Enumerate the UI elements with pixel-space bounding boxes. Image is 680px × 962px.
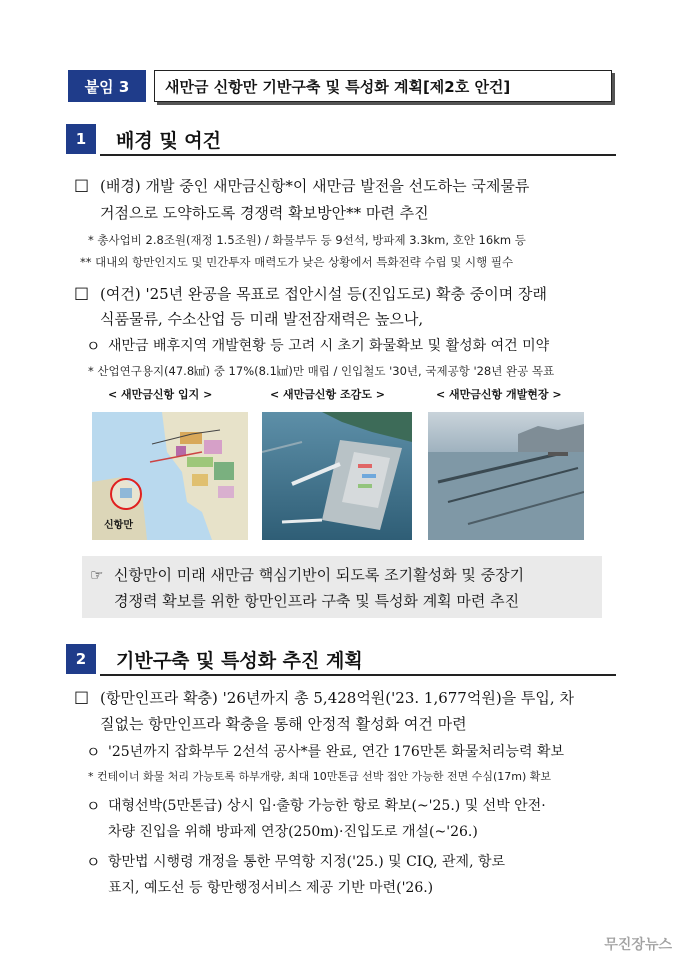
paragraph-line: 차량 진입을 위해 방파제 연장(250m)·진입도로 개설(~'26.) [108, 824, 478, 840]
paragraph-line: 거점으로 도약하도록 경쟁력 확보방안** 마련 추진 [100, 204, 429, 222]
paragraph-line: 항만법 시행령 개정을 통한 무역항 지정('25.) 및 CIQ, 관제, 항로 [108, 854, 506, 870]
callout-line: 신항만이 미래 새만금 핵심기반이 되도록 조기활성화 및 중장기 [114, 566, 525, 584]
paragraph-line: 표지, 예도선 등 항만행정서비스 제공 기반 마련('26.) [108, 880, 434, 896]
section-divider [100, 154, 616, 156]
paragraph-line: (항만인프라 확충) '26년까지 총 5,428억원('23. 1,677억원)을 투입, 차 [100, 689, 574, 707]
map-label: 신항만 [104, 520, 133, 531]
paragraph-line: 새만금 배후지역 개발현황 등 고려 시 초기 화물확보 및 활성화 여건 미약 [108, 338, 550, 354]
image-caption: < 새만금신항 개발현장 > [436, 388, 562, 401]
paragraph-line: (배경) 개발 중인 새만금신항*이 새만금 발전을 선도하는 국제물류 [100, 177, 530, 195]
callout-line: 경쟁력 확보를 위한 항만인프라 구축 및 특성화 계획 마련 추진 [114, 592, 520, 610]
image-caption: < 새만금신항 조감도 > [270, 388, 385, 401]
checkbox-bullet: □ [74, 687, 90, 706]
paragraph-line: '25년까지 잡화부두 2선석 공사*를 완료, 연간 176만톤 화물처리능력 확보 [108, 744, 564, 760]
checkbox-bullet: □ [74, 283, 90, 302]
paragraph-line: 질없는 항만인프라 확충을 통해 안정적 활성화 여건 마련 [100, 715, 467, 733]
footnote: * 총사업비 2.8조원(재정 1.5조원) / 화물부두 등 9선석, 방파제 3.3km, 호안 16km 등 [88, 233, 526, 247]
document-title: 새만금 신항만 기반구축 및 특성화 계획[제2호 안건] [154, 70, 612, 102]
circle-bullet: ㅇ [86, 337, 101, 355]
news-watermark: 무진장뉴스 [604, 937, 672, 953]
section-number: 2 [66, 644, 96, 674]
footnote: * 컨테이너 화물 처리 가능토록 하부개량, 최대 10만톤급 선박 접안 가능한 전면 수심(17m) 확보 [88, 770, 552, 783]
checkbox-bullet: □ [74, 175, 90, 194]
circle-bullet: ㅇ [86, 743, 101, 761]
paragraph-line: 식품물류, 수소산업 등 미래 발전잠재력은 높으나, [100, 310, 424, 328]
paragraph-line: (여건) '25년 완공을 목표로 접안시설 등(진입도로) 확충 중이며 장래 [100, 285, 548, 303]
section-title: 기반구축 및 특성화 추진 계획 [116, 650, 363, 672]
circle-bullet: ㅇ [86, 797, 101, 815]
image-caption: < 새만금신항 입지 > [108, 388, 213, 401]
attachment-badge: 붙임 3 [68, 70, 146, 102]
footnote: * 산업연구용지(47.8㎢) 중 17%(8.1㎢)만 매립 / 인입철도 '30년, 국제공항 '28년 완공 목표 [88, 364, 555, 378]
circle-bullet: ㅇ [86, 853, 101, 871]
section-title: 배경 및 여건 [116, 130, 221, 152]
pointing-hand-icon: ☞ [90, 566, 104, 584]
paragraph-line: 대형선박(5만톤급) 상시 입·출항 가능한 항로 확보(~'25.) 및 선박 안전· [108, 798, 546, 814]
construction-site-image [428, 412, 584, 540]
section-number: 1 [66, 124, 96, 154]
section-divider [100, 674, 616, 676]
footnote: ** 대내외 항만인지도 및 민간투자 매력도가 낮은 상황에서 특화전략 수립 및 시행 필수 [80, 255, 514, 269]
aerial-render-image [262, 412, 412, 540]
